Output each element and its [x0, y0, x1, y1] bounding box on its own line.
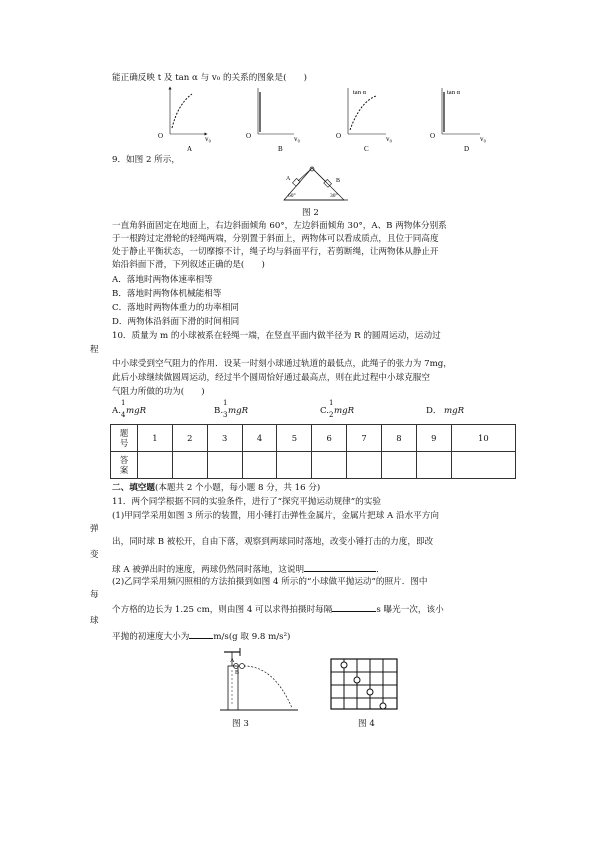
q11-part1-line2: 出，同时球 B 被松开，自由下落，观察到两球同时落地，改变小锤打击的力度，即改	[112, 537, 434, 547]
row-header-answer: 答 案	[111, 452, 138, 479]
question-number-cell: 5	[277, 425, 312, 452]
answer-cell[interactable]	[416, 452, 451, 479]
figure-3	[216, 646, 300, 714]
figure-3-caption: 图 3	[232, 719, 249, 729]
answer-cell[interactable]	[242, 452, 277, 479]
figure-4-caption: 图 4	[358, 719, 375, 729]
q9-option-b: B．落地时两物体机械能相等	[112, 289, 222, 299]
answer-cell[interactable]	[382, 452, 417, 479]
q8-stem: 能正确反映 t 及 tan α 与 v₀ 的关系的图象是( )	[112, 73, 307, 83]
answer-blank-2[interactable]	[332, 603, 376, 612]
answer-table-number-row	[111, 425, 516, 452]
question-number-cell: 1	[138, 425, 173, 452]
q11-part1-line3: 球 A 被弹出时的速度，两球仍然同时落地，这说明 ．	[112, 565, 385, 575]
question-number-cell: 8	[382, 425, 417, 452]
q9-text-line: 处于静止平衡状态，一切摩擦不计，绳子均与斜面平行，若剪断绳，让两物体从静止开	[112, 247, 439, 257]
svg-text:v₀: v₀	[480, 135, 486, 143]
answer-cell[interactable]	[451, 452, 515, 479]
q11-part2-line3: 平抛的初速度大小为 m/s(g 取 9.8 m/s²)	[112, 632, 291, 642]
q10-side-char: 程	[90, 345, 99, 355]
svg-text:v₀: v₀	[386, 135, 392, 143]
graph-b	[246, 88, 301, 153]
q11-part1-side: 弹	[90, 524, 99, 534]
q11-part2-line1: (2)乙同学采用频闪照相的方法拍摄到如图 4 所示的“小球做平抛运动”的照片．图中	[112, 577, 428, 587]
q10-line3: 此后小球继续做圆周运动，经过半个圆周恰好通过最高点，则在此过程中小球克服空	[112, 373, 430, 383]
answer-cell[interactable]	[277, 452, 312, 479]
q9-text-line: 一直角斜面固定在地面上，右边斜面倾角 60°，左边斜面倾角 30°，A、B 两物体分别系	[112, 221, 447, 231]
answer-blank-1[interactable]	[304, 563, 376, 572]
q9-text-line: 始沿斜面下滑，下列叙述正确的是( )	[112, 260, 265, 270]
svg-text:tan α: tan α	[447, 89, 460, 96]
q10-line1: 10．质量为 m 的小球被系在轻绳一端，在竖直平面内做半径为 R 的圆周运动，运动过	[112, 331, 441, 341]
answer-cell[interactable]	[207, 452, 242, 479]
q9-option-c: C．落地时两物体重力的功率相同	[112, 303, 239, 313]
figure-2-caption: 图 2	[302, 208, 319, 218]
question-number-cell: 2	[172, 425, 207, 452]
q9-option-a: A．落地时两物体速率相等	[112, 275, 213, 285]
answer-blank-3[interactable]	[189, 630, 213, 639]
graph-d	[430, 88, 487, 153]
svg-text:O: O	[336, 132, 342, 140]
answer-cell[interactable]	[347, 452, 382, 479]
q8-graphs	[150, 86, 520, 156]
q11-part2-side: 每	[90, 590, 99, 600]
svg-text:B: B	[336, 178, 341, 184]
svg-text:30°: 30°	[330, 193, 338, 199]
svg-text:B: B	[278, 145, 283, 153]
figure-4	[328, 656, 400, 712]
q9-figure	[282, 164, 352, 206]
svg-text:O: O	[158, 132, 164, 140]
graph-a	[158, 88, 212, 153]
q10-options: A. 1 4 mgR B. 1 3 mgR C. 1 2 mgR D． mgR	[112, 399, 465, 419]
question-number-cell: 7	[347, 425, 382, 452]
q9-text-line: 于一根跨过定滑轮的轻绳两端，分别置于斜面上，两物体可以看成质点，且位于同高度	[112, 234, 439, 244]
svg-text:A: A	[286, 176, 291, 182]
svg-text:v₀: v₀	[205, 135, 211, 143]
svg-text:60°: 60°	[288, 193, 296, 199]
q10-line4: 气阻力所做的功为( )	[112, 387, 205, 397]
answer-cell[interactable]	[172, 452, 207, 479]
svg-text:O: O	[430, 132, 436, 140]
svg-text:D: D	[464, 145, 470, 153]
svg-text:tan α: tan α	[353, 89, 366, 96]
row-header-number: 题 号	[111, 425, 138, 452]
svg-text:O: O	[246, 132, 252, 140]
answer-table-answer-row	[111, 452, 516, 479]
q11-part2-line2: 个方格的边长为 1.25 cm，则由图 4 可以求得拍摄时每隔 s 曝光一次，该小	[112, 605, 444, 615]
answer-cell[interactable]	[312, 452, 347, 479]
q11-part1-line1: (1)甲同学采用如图 3 所示的装置，用小锤打击弹性金属片，金属片把球 A 沿水平方向	[112, 511, 439, 521]
question-number-cell: 9	[416, 425, 451, 452]
question-number-cell: 10	[451, 425, 515, 452]
q11-part2-side: 球	[90, 616, 99, 626]
q9-option-d: D．两物体沿斜面下滑的时间相同	[112, 317, 240, 327]
svg-text:B: B	[235, 670, 240, 676]
q10-line2: 中小球受到空气阻力的作用．设某一时刻小球通过轨道的最低点，此绳子的张力为 7mg，	[112, 359, 452, 369]
answer-table	[110, 424, 516, 479]
q11-part1-side: 变	[90, 550, 99, 560]
svg-text:A: A	[230, 658, 235, 664]
question-number-cell: 4	[242, 425, 277, 452]
svg-text:C: C	[364, 145, 369, 153]
svg-text:A: A	[187, 145, 193, 153]
q11-line: 11．两个同学根据不同的实验条件，进行了“探究平抛运动规律”的实验	[112, 497, 381, 507]
question-number-cell: 6	[312, 425, 347, 452]
svg-text:v₀: v₀	[294, 135, 300, 143]
graph-c	[336, 88, 393, 153]
section2-title: 二、填空题(本题共 2 个小题，每小题 8 分，共 16 分)	[112, 483, 321, 493]
question-number-cell: 3	[207, 425, 242, 452]
answer-cell[interactable]	[138, 452, 173, 479]
q9-number-line: 9．如图 2 所示，	[112, 155, 180, 165]
